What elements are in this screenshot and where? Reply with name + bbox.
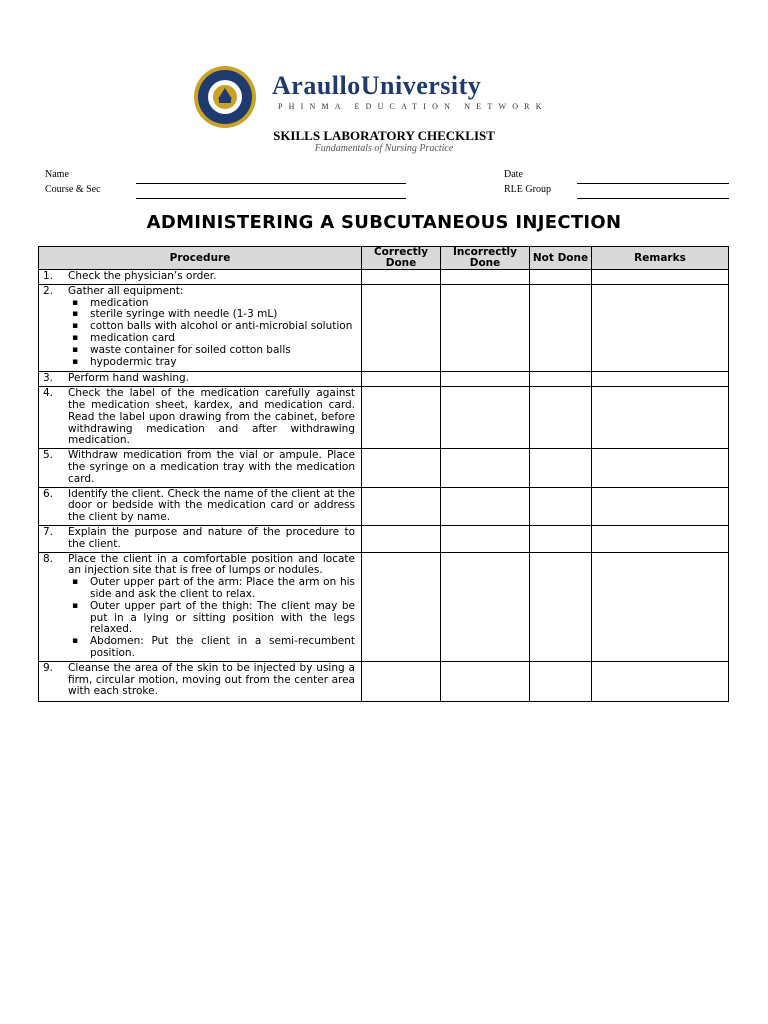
step-text: Place the client in a comfortable position and locate an injection site that is free of lumps or nodules. — [68, 552, 355, 577]
list-item: ▪ Outer upper part of the thigh: The client may be put in a lying or sitting position with the legs relaxed. — [68, 601, 355, 636]
remarks-cell[interactable] — [592, 449, 729, 487]
step-text: Identify the client. Check the name of the client at the door or bedside with the medication card or address the client by name. — [68, 487, 355, 524]
remarks-cell[interactable] — [592, 284, 729, 372]
step-text: Withdraw medication from the vial or ampule. Place the syringe on a medication tray with the medication card. — [68, 449, 355, 485]
correctly-done-cell[interactable] — [362, 487, 441, 525]
not-done-cell[interactable] — [530, 284, 592, 372]
not-done-cell[interactable] — [530, 661, 592, 701]
step-number: 1. — [43, 270, 54, 282]
table-row — [39, 449, 729, 487]
date-label: Date — [504, 169, 523, 180]
step-number: 9. — [43, 661, 54, 674]
table-row — [39, 525, 729, 552]
incorrectly-done-cell[interactable] — [441, 552, 530, 661]
correctly-done-cell[interactable] — [362, 552, 441, 661]
remarks-cell[interactable] — [592, 552, 729, 661]
not-done-cell[interactable] — [530, 449, 592, 487]
step-text: Perform hand washing. — [68, 372, 190, 385]
header-incorrectly-done: Incorrectly Done — [441, 247, 530, 270]
incorrectly-done-cell[interactable] — [441, 525, 530, 552]
brand-name: AraulloUniversity — [272, 71, 482, 100]
list-item: ▪ Abdomen: Put the client in a semi-recumbent position. — [68, 636, 355, 660]
table-row — [39, 552, 729, 661]
table-row — [39, 661, 729, 701]
table-row — [39, 270, 729, 285]
step-text: Check the label of the medication carefully against the medication sheet, kardex, and medication card. Read the label upon drawing from the cabinet, before withdrawing medication and after withdrawing medication. — [68, 387, 355, 447]
procedure-title: ADMINISTERING A SUBCUTANEOUS INJECTION — [146, 212, 622, 233]
checklist-table — [38, 246, 729, 702]
incorrectly-done-cell[interactable] — [441, 487, 530, 525]
rle-group-field[interactable] — [577, 198, 729, 199]
incorrectly-done-cell[interactable] — [441, 270, 530, 285]
header-not-done: Not Done — [530, 247, 592, 270]
list-item: ▪ hypodermic tray — [68, 357, 355, 369]
incorrectly-done-cell[interactable] — [441, 387, 530, 449]
step-text: Explain the purpose and nature of the procedure to the client. — [68, 525, 355, 550]
step-number: 7. — [43, 525, 54, 538]
header-procedure: Procedure — [39, 247, 362, 270]
table-row — [39, 487, 729, 525]
list-item: ▪ medication — [68, 298, 355, 310]
date-field[interactable] — [577, 183, 729, 184]
incorrectly-done-cell[interactable] — [441, 449, 530, 487]
step-text: Check the physician’s order. — [68, 270, 217, 282]
step-number: 5. — [43, 449, 54, 462]
remarks-cell[interactable] — [592, 661, 729, 701]
not-done-cell[interactable] — [530, 387, 592, 449]
table-row — [39, 284, 729, 372]
step-number: 8. — [43, 552, 54, 565]
list-item: ▪ cotton balls with alcohol or anti-microbial solution — [68, 321, 355, 333]
equipment-list — [68, 298, 355, 369]
incorrectly-done-cell[interactable] — [441, 284, 530, 372]
correctly-done-cell[interactable] — [362, 525, 441, 552]
correctly-done-cell[interactable] — [362, 449, 441, 487]
list-item: ▪ Outer upper part of the arm: Place the arm on his side and ask the client to relax. — [68, 577, 355, 601]
brand-wordmark — [272, 72, 572, 111]
injection-site-list — [68, 577, 355, 660]
not-done-cell[interactable] — [530, 270, 592, 285]
not-done-cell[interactable] — [530, 487, 592, 525]
remarks-cell[interactable] — [592, 525, 729, 552]
correctly-done-cell[interactable] — [362, 387, 441, 449]
correctly-done-cell[interactable] — [362, 372, 441, 387]
name-label: Name — [45, 169, 69, 180]
not-done-cell[interactable] — [530, 372, 592, 387]
list-item: ▪ sterile syringe with needle (1-3 mL) — [68, 309, 355, 321]
name-field[interactable] — [136, 183, 406, 184]
step-text: Gather all equipment: — [68, 284, 184, 297]
checklist-title: SKILLS LABORATORY CHECKLIST — [273, 128, 495, 143]
remarks-cell[interactable] — [592, 372, 729, 387]
university-seal-icon — [192, 64, 258, 130]
header-remarks: Remarks — [592, 247, 729, 270]
list-item: ▪ medication card — [68, 333, 355, 345]
correctly-done-cell[interactable] — [362, 661, 441, 701]
remarks-cell[interactable] — [592, 270, 729, 285]
table-row — [39, 387, 729, 449]
incorrectly-done-cell[interactable] — [441, 661, 530, 701]
header-correctly-done: Correctly Done — [362, 247, 441, 270]
table-header-row — [39, 247, 729, 270]
step-number: 4. — [43, 387, 54, 400]
not-done-cell[interactable] — [530, 525, 592, 552]
course-label: Course & Sec — [45, 184, 101, 195]
course-field[interactable] — [136, 198, 406, 199]
step-text: Cleanse the area of the skin to be injected by using a firm, circular motion, moving out from the center area with each stroke. — [68, 661, 355, 698]
checklist-subtitle: Fundamentals of Nursing Practice — [314, 143, 454, 154]
incorrectly-done-cell[interactable] — [441, 372, 530, 387]
step-number: 2. — [43, 284, 54, 297]
correctly-done-cell[interactable] — [362, 284, 441, 372]
list-item: ▪ waste container for soiled cotton balls — [68, 345, 355, 357]
remarks-cell[interactable] — [592, 487, 729, 525]
brand-network: PHINMA EDUCATION NETWORK — [278, 102, 548, 111]
step-number: 6. — [43, 487, 54, 500]
remarks-cell[interactable] — [592, 387, 729, 449]
rle-group-label: RLE Group — [504, 184, 551, 195]
table-row — [39, 372, 729, 387]
not-done-cell[interactable] — [530, 552, 592, 661]
correctly-done-cell[interactable] — [362, 270, 441, 285]
step-number: 3. — [43, 372, 54, 385]
